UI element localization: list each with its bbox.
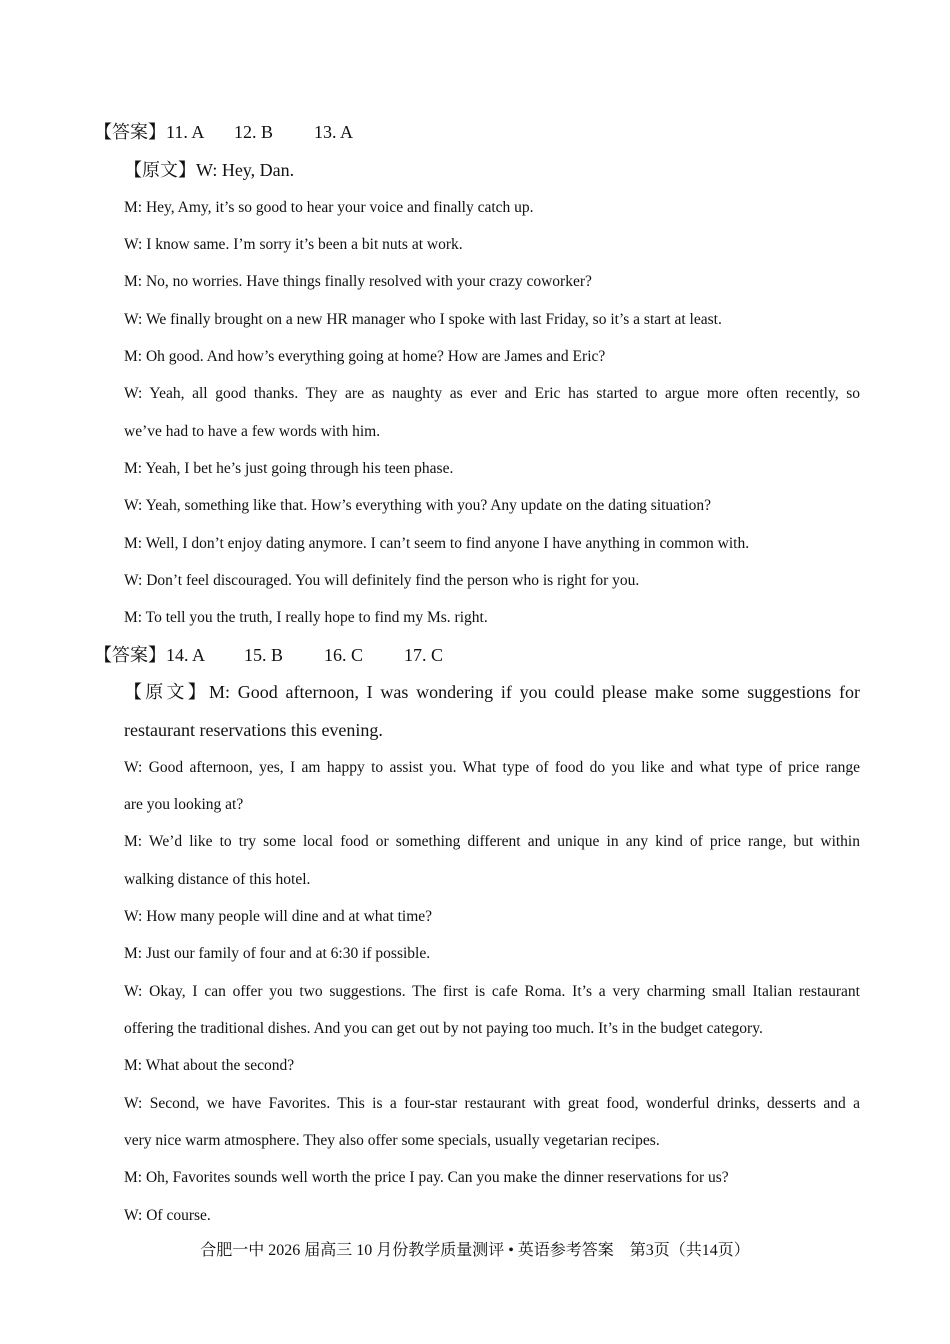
transcript-line: W: I know same. I’m sorry it’s been a bit nuts at work. — [124, 236, 463, 253]
transcript-line: W: Yeah, all good thanks. They are as naughty as ever and Eric has started to argue more often recently, so — [124, 385, 860, 402]
transcript-line: M: To tell you the truth, I really hope to find my Ms. right. — [124, 609, 488, 626]
transcript-line: M: Well, I don’t enjoy dating anymore. I can’t seem to find anyone I have anything in common with. — [124, 535, 750, 552]
answer-label: 【答案】 — [94, 122, 166, 142]
answer-12: 12. B — [234, 122, 274, 142]
answer-key-1 — [94, 121, 353, 143]
answer-key-2 — [94, 644, 443, 666]
transcript-line: W: Don’t feel discouraged. You will definitely find the person who is right for you. — [124, 572, 640, 589]
answer-16: 16. C — [324, 645, 364, 665]
transcript-line: W: How many people will dine and at what time? — [124, 908, 433, 925]
transcript-first-line: M: Good afternoon, I was wondering if you could please make some suggestions for — [208, 682, 861, 702]
transcript-line: M: Just our family of four and at 6:30 if possible. — [124, 945, 431, 962]
transcript-label: 【原文】 — [124, 682, 209, 702]
answer-15: 15. B — [244, 645, 284, 665]
transcript-start-2 — [124, 681, 860, 703]
transcript-line: W: We finally brought on a new HR manager who I spoke with last Friday, so it’s a start at least. — [124, 311, 722, 328]
page-footer: 合肥一中 2026 届高三 10 月份教学质量测评 • 英语参考答案 第3页（共14页） — [200, 1242, 750, 1259]
answer-14: 14. A — [166, 645, 206, 665]
transcript-line: M: Oh good. And how’s everything going at home? How are James and Eric? — [124, 348, 606, 365]
transcript-label: 【原文】 — [124, 160, 196, 180]
transcript-line: very nice warm atmosphere. They also offer some specials, usually vegetarian recipes. — [124, 1132, 660, 1149]
transcript-line: are you looking at? — [124, 796, 244, 813]
transcript-line: we’ve had to have a few words with him. — [124, 423, 381, 440]
transcript-line: W: Okay, I can offer you two suggestions. The first is cafe Roma. It’s a very charming small Italian restaurant — [124, 983, 860, 1000]
transcript-line: W: Good afternoon, yes, I am happy to assist you. What type of food do you like and what type of price range — [124, 759, 860, 776]
transcript-line: W: Second, we have Favorites. This is a four-star restaurant with great food, wonderful drinks, desserts and a — [124, 1095, 860, 1112]
transcript-line: M: Oh, Favorites sounds well worth the price I pay. Can you make the dinner reservations for us? — [124, 1169, 729, 1186]
transcript-line: M: Hey, Amy, it’s so good to hear your voice and finally catch up. — [124, 199, 534, 216]
answer-13: 13. A — [314, 122, 354, 142]
transcript-line: M: We’d like to try some local food or something different and unique in any kind of price range, but within — [124, 833, 860, 850]
answer-11: 11. A — [166, 122, 205, 142]
transcript-first-line-cont: restaurant reservations this evening. — [124, 720, 383, 740]
transcript-line: offering the traditional dishes. And you can get out by not paying too much. It’s in the budget category. — [124, 1020, 763, 1037]
answer-label: 【答案】 — [94, 645, 166, 665]
transcript-first-line: W: Hey, Dan. — [196, 160, 295, 180]
transcript-line: walking distance of this hotel. — [124, 871, 311, 888]
answer-17: 17. C — [404, 645, 444, 665]
transcript-line: M: What about the second? — [124, 1057, 295, 1074]
transcript-line: M: No, no worries. Have things finally resolved with your crazy coworker? — [124, 273, 592, 290]
transcript-line: W: Yeah, something like that. How’s everything with you? Any update on the dating situation? — [124, 497, 712, 514]
transcript-line: W: Of course. — [124, 1207, 211, 1224]
transcript-start-1 — [124, 159, 294, 181]
transcript-line: M: Yeah, I bet he’s just going through his teen phase. — [124, 460, 454, 477]
